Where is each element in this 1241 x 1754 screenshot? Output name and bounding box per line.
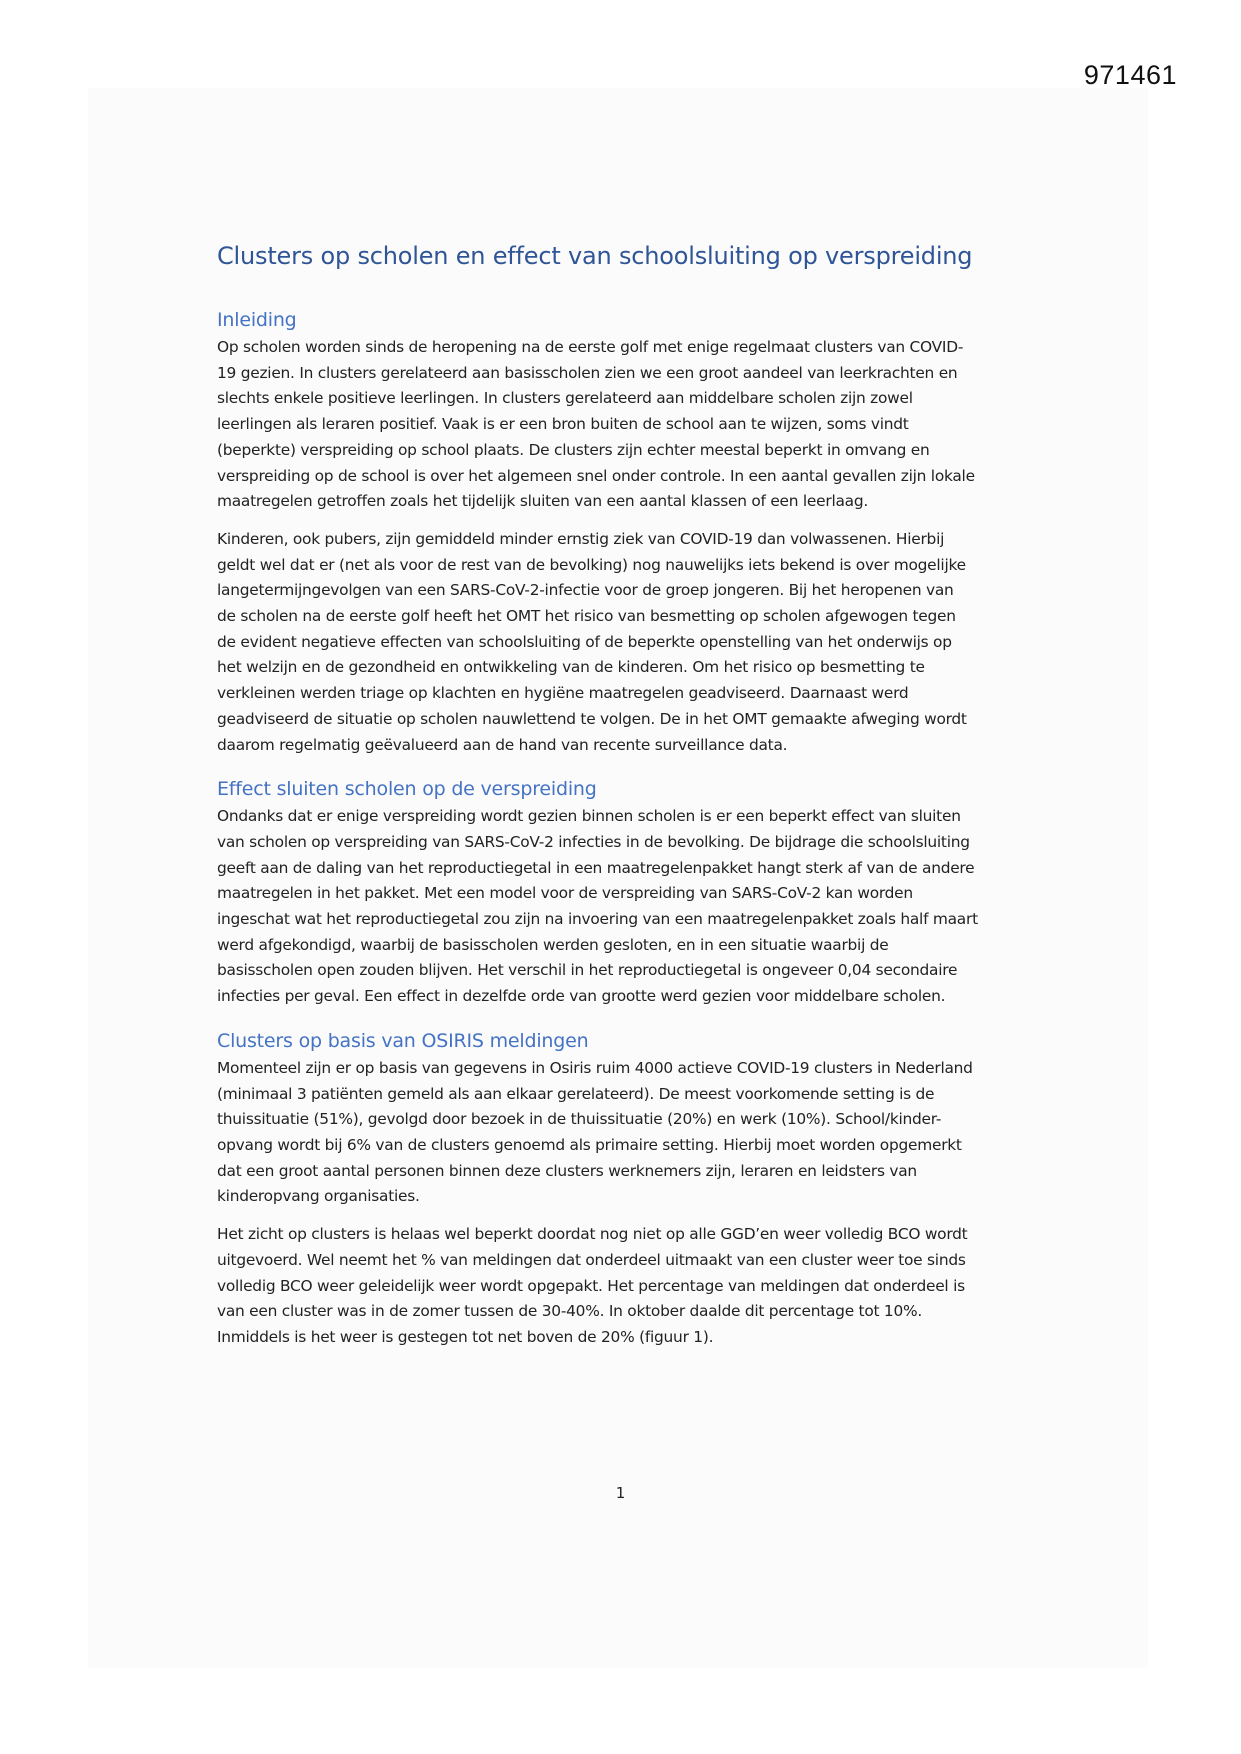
heading-inleiding: Inleiding (217, 309, 297, 331)
text-line: verspreiding op de school is over het algemeen snel onder controle. In een aantal gevallen zijn lokale (217, 466, 975, 485)
text-line: het welzijn en de gezondheid en ontwikkeling van de kinderen. Om het risico op besmetting te (217, 658, 925, 677)
text-line: Inmiddels is het weer is gestegen tot net boven de 20% (figuur 1). (217, 1327, 714, 1346)
text-line: infecties per geval. Een effect in dezelfde orde van grootte werd gezien voor middelbare scholen. (217, 987, 946, 1006)
text-line: van een cluster was in de zomer tussen de 30-40%. In oktober daalde dit percentage tot 10%. (217, 1302, 923, 1321)
text-line: opvang wordt bij 6% van de clusters genoemd als primaire setting. Hierbij moet worden opgemerkt (217, 1135, 962, 1154)
page-number: 1 (615, 1484, 626, 1502)
document-title: Clusters op scholen en effect van schoolsluiting op verspreiding (217, 242, 973, 270)
text-line: basisscholen open zouden blijven. Het verschil in het reproductiegetal is ongeveer 0,04 secondaire (217, 961, 958, 980)
text-line: geeft aan de daling van het reproductiegetal in een maatregelenpakket hangt sterk af van de andere (217, 858, 975, 877)
text-line: dat een groot aantal personen binnen deze clusters werknemers zijn, leraren en leidsters van (217, 1161, 917, 1180)
paragraph-effect-1 (217, 804, 1029, 1010)
text-line: Het zicht op clusters is helaas wel beperkt doordat nog niet op alle GGD’en weer volledig BCO wordt (217, 1225, 968, 1244)
text-line: verkleinen werden triage op klachten en hygiëne maatregelen geadviseerd. Daarnaast werd (217, 684, 909, 703)
text-line: kinderopvang organisaties. (217, 1187, 420, 1206)
text-line: Ondanks dat er enige verspreiding wordt gezien binnen scholen is er een beperkt effect van sluiten (217, 807, 961, 826)
text-line: thuissituatie (51%), gevolgd door bezoek in de thuissituatie (20%) en werk (10%). School/kinder- (217, 1110, 942, 1129)
paragraph-osiris-1 (217, 1056, 1029, 1210)
text-line: van scholen op verspreiding van SARS-CoV-2 infecties in de bevolking. De bijdrage die schoolsluiting (217, 832, 970, 851)
text-line: geldt wel dat er (net als voor de rest van de bevolking) nog nauwelijks iets bekend is over mogelijke (217, 555, 966, 574)
paragraph-osiris-2 (217, 1222, 1029, 1351)
text-line: Kinderen, ook pubers, zijn gemiddeld minder ernstig ziek van COVID-19 dan volwassenen. Hierbij (217, 529, 945, 548)
text-line: Momenteel zijn er op basis van gegevens in Osiris ruim 4000 actieve COVID-19 clusters in Nederland (217, 1058, 973, 1077)
text-line: leerlingen als leraren positief. Vaak is er een bron buiten de school aan te wijzen, soms vindt (217, 415, 909, 434)
heading-effect: Effect sluiten scholen op de verspreiding (217, 778, 597, 801)
text-line: maatregelen in het pakket. Met een model voor de verspreiding van SARS-CoV-2 kan worden (217, 884, 913, 903)
text-line: 19 gezien. In clusters gerelateerd aan basisscholen zien we een groot aandeel van leerkrachten en (217, 363, 958, 382)
text-line: (minimaal 3 patiënten gemeld als aan elkaar gerelateerd). De meest voorkomende setting is de (217, 1084, 935, 1103)
text-line: volledig BCO weer geleidelijk weer wordt opgepakt. Het percentage van meldingen dat onderdeel is (217, 1276, 965, 1295)
text-line: de scholen na de eerste golf heeft het OMT het risico van besmetting op scholen afgewogen tegen (217, 607, 956, 626)
text-line: slechts enkele positieve leerlingen. In clusters gerelateerd aan middelbare scholen zijn zowel (217, 389, 913, 408)
text-line: ingeschat wat het reproductiegetal zou zijn na invoering van een maatregelenpakket zoals half maart (217, 910, 978, 929)
document-body (217, 236, 1029, 1351)
document-id: 971461 (1083, 60, 1177, 90)
text-line: maatregelen getroffen zoals het tijdelijk sluiten van een aantal klassen of een leerlaag. (217, 492, 868, 511)
text-line: (beperkte) verspreiding op school plaats. De clusters zijn echter meestal beperkt in omvang en (217, 440, 930, 459)
text-line: de evident negatieve effecten van schoolsluiting of de beperkte openstelling van het onderwijs op (217, 632, 952, 651)
text-line: werd afgekondigd, waarbij de basisscholen werden gesloten, en in een situatie waarbij de (217, 935, 889, 954)
heading-osiris: Clusters op basis van OSIRIS meldingen (217, 1029, 589, 1052)
text-line: uitgevoerd. Wel neemt het % van meldingen dat onderdeel uitmaakt van een cluster weer toe sinds (217, 1250, 966, 1269)
paragraph-intro-1 (217, 335, 1029, 515)
paragraph-intro-2 (217, 527, 1029, 758)
text-line: langetermijngevolgen van een SARS-CoV-2-infectie voor de groep jongeren. Bij het heropenen van (217, 581, 954, 600)
text-line: daarom regelmatig geëvalueerd aan de hand van recente surveillance data. (217, 735, 788, 754)
text-line: geadviseerd de situatie op scholen nauwlettend te volgen. De in het OMT gemaakte afweging wordt (217, 709, 967, 728)
text-line: Op scholen worden sinds de heropening na de eerste golf met enige regelmaat clusters van COVID- (217, 338, 964, 356)
